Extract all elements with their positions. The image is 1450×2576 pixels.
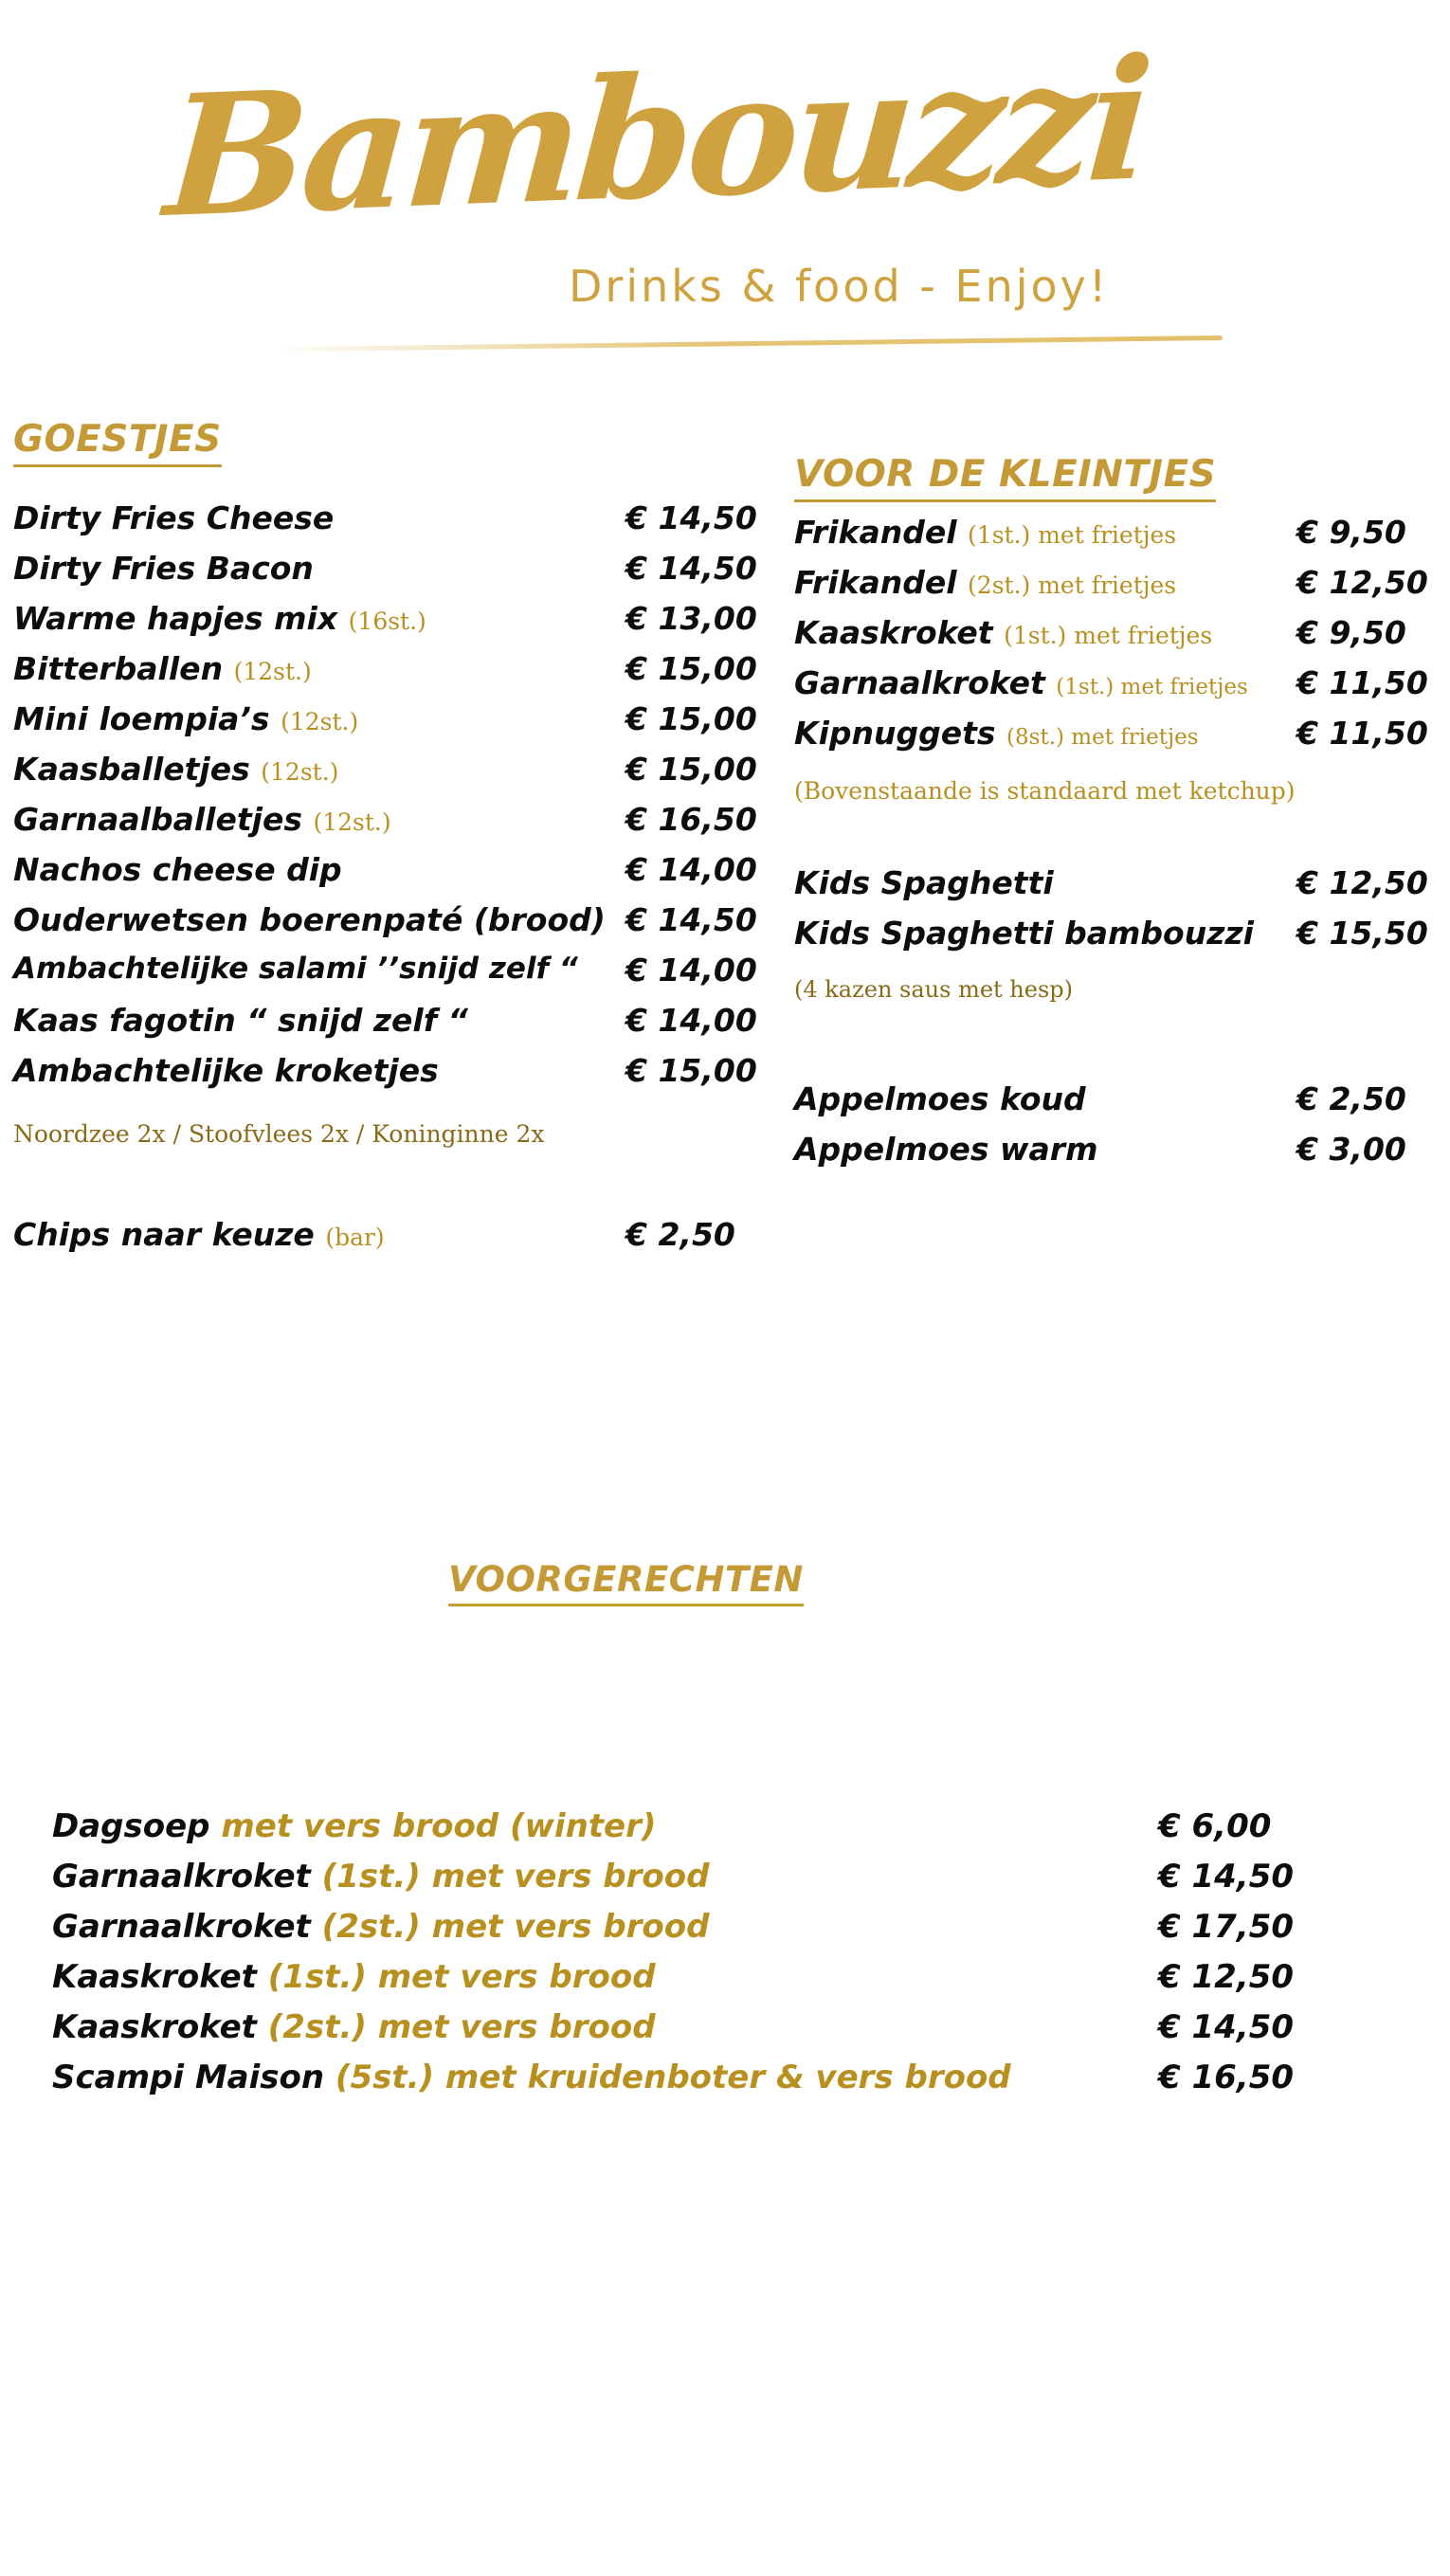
item-name: Nachos cheese dip (13, 851, 342, 888)
item-price: € 11,50 (1296, 715, 1428, 752)
item-name: Kids Spaghetti (794, 864, 1054, 901)
item-price: € 12,50 (1158, 1958, 1295, 1996)
menu-item (794, 864, 1054, 901)
item-name: Kaaskroket (794, 614, 993, 651)
menu-item (13, 751, 338, 788)
item-price: € 17,50 (1158, 1908, 1295, 1946)
menu-item (794, 1080, 1086, 1117)
item-name: Mini loempia’s (13, 700, 270, 737)
menu-item (13, 901, 606, 938)
menu-item (794, 915, 1254, 952)
section-heading-goestjes: GOESTJES (13, 418, 222, 467)
item-note: (12st.) (261, 758, 339, 786)
item-note: (1st.) met vers brood (267, 1958, 656, 1996)
item-price: € 14,50 (1158, 2008, 1295, 2046)
item-name: Kids Spaghetti bambouzzi (794, 915, 1254, 952)
item-name: Dirty Fries Cheese (13, 499, 335, 536)
item-name: Kaaskroket (52, 2008, 257, 2046)
section-footnote: (Bovenstaande is standaard met ketchup) (794, 777, 1296, 805)
menu-item (13, 851, 342, 888)
menu-item (52, 1908, 709, 1946)
menu-item (794, 715, 1199, 752)
menu-item (52, 1958, 656, 1996)
menu-item (794, 514, 1176, 551)
item-price: € 16,50 (1158, 2059, 1295, 2096)
menu-item (52, 2008, 656, 2046)
item-name: Kaaskroket (52, 1958, 257, 1996)
item-price: € 15,00 (625, 650, 757, 687)
item-note: (1st.) met frietjes (1004, 622, 1213, 649)
item-price: € 14,50 (625, 550, 757, 587)
menu-item (52, 1807, 656, 1845)
item-name: Dagsoep (52, 1807, 210, 1845)
menu-item (794, 1131, 1097, 1168)
section-heading-voorgerechten: VOORGERECHTEN (448, 1559, 804, 1606)
item-price: € 2,50 (625, 1216, 735, 1253)
item-note: (12st.) (313, 808, 391, 836)
item-price: € 15,00 (625, 700, 757, 737)
menu-item (13, 499, 334, 536)
item-price: € 15,00 (625, 1052, 757, 1089)
item-name: Garnaalkroket (52, 1858, 311, 1896)
item-price: € 14,50 (625, 499, 757, 536)
item-note: (2st.) met frietjes (968, 571, 1177, 599)
item-name: Dirty Fries Bacon (13, 550, 314, 587)
menu-item (13, 1216, 385, 1253)
item-note: (12st.) (233, 658, 312, 685)
item-name: Garnaalkroket (794, 664, 1045, 701)
menu-item (13, 600, 426, 637)
item-name: Garnaalballetjes (13, 801, 302, 838)
menu-item (13, 550, 314, 587)
item-note: (1st.) met frietjes (968, 521, 1177, 549)
header-divider (284, 336, 1223, 352)
item-name: Frikandel (794, 564, 957, 601)
item-price: € 2,50 (1296, 1080, 1406, 1117)
brand-logo: Bambouzzi (160, 21, 1153, 255)
item-note: (1st.) met vers brood (321, 1858, 710, 1896)
item-name: Bitterballen (13, 650, 224, 687)
item-price: € 14,50 (1158, 1858, 1295, 1896)
item-price: € 6,00 (1158, 1807, 1272, 1845)
item-note: (5st.) met kruidenboter & vers brood (335, 2059, 1011, 2096)
section-footnote: Noordzee 2x / Stoofvlees 2x / Koninginne 2x (13, 1120, 545, 1148)
item-note: (2st.) met vers brood (321, 1908, 710, 1946)
menu-header (0, 0, 1450, 370)
item-price: € 9,50 (1296, 614, 1406, 651)
menu-item (13, 650, 312, 687)
menu-item (13, 801, 391, 838)
item-name: Kaasballetjes (13, 751, 250, 788)
item-price: € 9,50 (1296, 514, 1406, 551)
item-price: € 15,50 (1296, 915, 1428, 952)
item-price: € 13,00 (625, 600, 757, 637)
item-price: € 14,50 (625, 901, 757, 938)
menu-item (794, 564, 1176, 601)
item-name: Ambachtelijke kroketjes (13, 1052, 439, 1089)
menu-item (52, 1858, 709, 1896)
menu-item (13, 1002, 468, 1039)
menu-item (13, 1052, 439, 1089)
menu-item (794, 614, 1212, 651)
item-price: € 12,50 (1296, 864, 1428, 901)
item-name: Chips naar keuze (13, 1216, 315, 1253)
item-note: (2st.) met vers brood (267, 2008, 656, 2046)
menu-item (13, 952, 578, 986)
menu-item (794, 664, 1248, 701)
item-name: Appelmoes koud (794, 1080, 1086, 1117)
section-heading-voor-de-kleintjes: VOOR DE KLEINTJES (794, 453, 1216, 502)
item-note: (1st.) met frietjes (1056, 675, 1248, 699)
item-note: (8st.) met frietjes (1006, 725, 1199, 750)
item-name: Frikandel (794, 514, 957, 551)
item-name: Garnaalkroket (52, 1908, 311, 1946)
item-name: Scampi Maison (52, 2059, 325, 2096)
item-note: (bar) (325, 1224, 385, 1251)
item-name: Kaas fagotin “ snijd zelf “ (13, 1002, 468, 1039)
menu-item (52, 2059, 1011, 2096)
item-price: € 14,00 (625, 1002, 757, 1039)
item-note: (12st.) (281, 708, 359, 735)
item-note: met vers brood (winter) (221, 1807, 657, 1845)
item-name: Appelmoes warm (794, 1131, 1098, 1168)
section-footnote-2: (4 kazen saus met hesp) (794, 976, 1074, 1003)
item-name: Kipnuggets (794, 715, 996, 752)
item-price: € 3,00 (1296, 1131, 1406, 1168)
item-name: Ouderwetsen boerenpaté (brood) (13, 901, 606, 938)
brand-tagline: Drinks & food - Enjoy! (569, 261, 1110, 312)
item-price: € 16,50 (625, 801, 757, 838)
item-price: € 14,00 (625, 851, 757, 888)
item-name: Warme hapjes mix (13, 600, 338, 637)
item-price: € 14,00 (625, 952, 757, 989)
item-price: € 15,00 (625, 751, 757, 788)
menu-item (13, 700, 358, 737)
item-name: Ambachtelijke salami ’’snijd zelf “ (13, 952, 578, 986)
item-price: € 11,50 (1296, 664, 1428, 701)
item-note: (16st.) (348, 608, 426, 635)
item-price: € 12,50 (1296, 564, 1428, 601)
